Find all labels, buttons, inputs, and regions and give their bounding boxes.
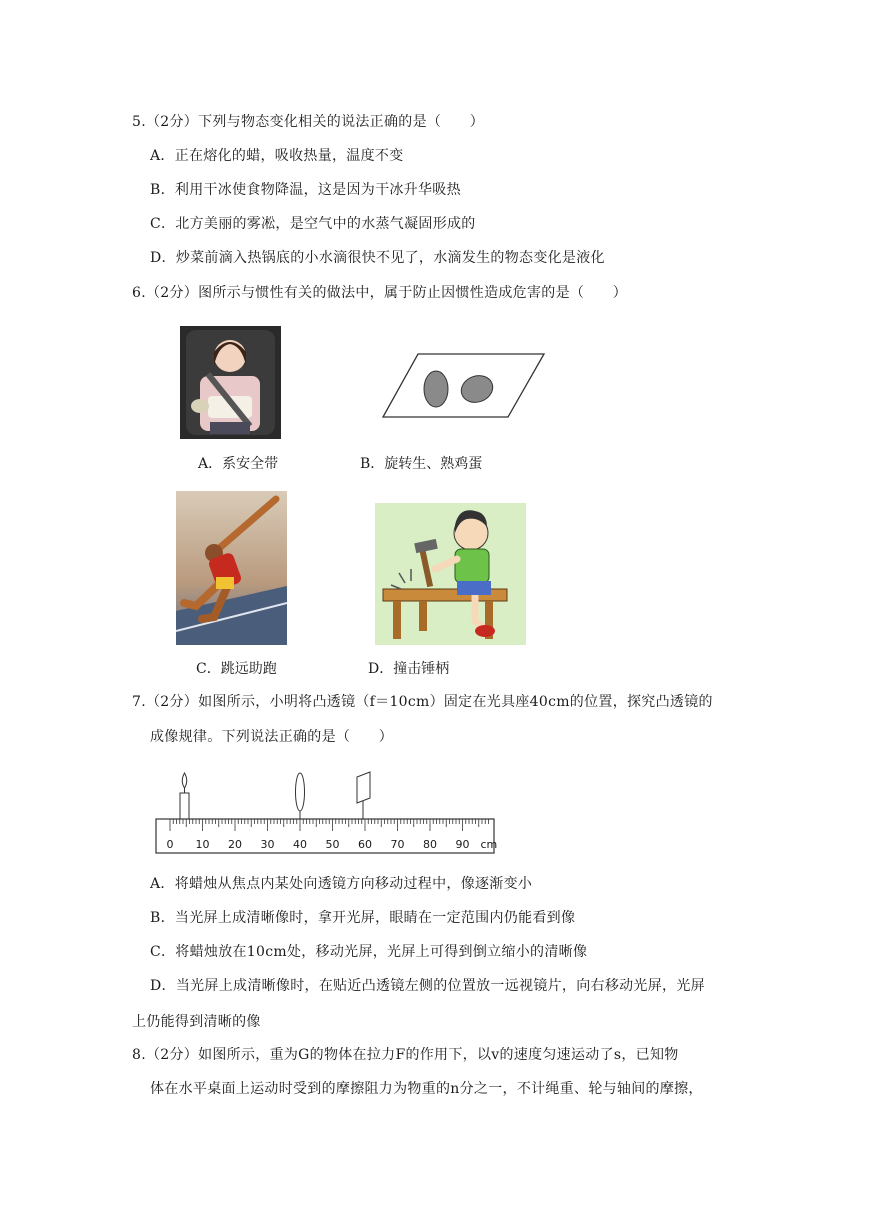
figure-caption-d: D．撞击锤柄 bbox=[368, 661, 450, 677]
question-7-option-c: C．将蜡烛放在10cm处，移动光屏，光屏上可得到倒立缩小的清晰像 bbox=[150, 944, 588, 960]
question-5-option-d: D．炒菜前滴入热锅底的小水滴很快不见了，水滴发生的物态变化是液化 bbox=[150, 250, 605, 266]
question-7-option-b: B．当光屏上成清晰像时，拿开光屏，眼睛在一定范围内仍能看到像 bbox=[150, 910, 576, 926]
question-7-option-a: A．将蜡烛从焦点内某处向透镜方向移动过程中，像逐渐变小 bbox=[150, 876, 533, 892]
question-5-option-c: C．北方美丽的雾凇，是空气中的水蒸气凝固形成的 bbox=[150, 216, 476, 232]
question-7-option-d: D．当光屏上成清晰像时，在贴近凸透镜左侧的位置放一远视镜片，向右移动光屏，光屏 bbox=[150, 978, 705, 994]
ruler-label: 30 bbox=[260, 838, 275, 851]
ruler-label: 0 bbox=[166, 838, 174, 851]
hammer-handle-cartoon bbox=[375, 503, 526, 645]
ruler-label: 50 bbox=[325, 838, 340, 851]
question-7-stem-line-1: 7.（2分）如图所示，小明将凸透镜（f＝10cm）固定在光具座40cm的位置，探究凸透镜的 bbox=[132, 694, 713, 710]
seat-belt-photo bbox=[180, 326, 281, 439]
light-screen-icon bbox=[357, 772, 370, 819]
ruler-label: 60 bbox=[358, 838, 372, 851]
question-5-option-b: B．利用干冰使食物降温，这是因为干冰升华吸热 bbox=[150, 182, 461, 198]
convex-lens-icon bbox=[296, 773, 305, 819]
ruler-label: 20 bbox=[228, 838, 242, 851]
ruler-label: 80 bbox=[423, 838, 437, 851]
ruler-label: 10 bbox=[195, 838, 210, 851]
question-5-option-a: A．正在熔化的蜡，吸收热量，温度不变 bbox=[150, 148, 404, 164]
ruler-label: cm bbox=[480, 838, 498, 851]
figure-caption-c: C．跳远助跑 bbox=[196, 661, 277, 677]
figure-caption-a: A．系安全带 bbox=[198, 456, 279, 472]
question-7-stem-line-2: 成像规律。下列说法正确的是（ ） bbox=[150, 729, 394, 745]
spinning-eggs-diagram bbox=[380, 352, 548, 420]
optical-bench-diagram bbox=[150, 768, 500, 858]
ruler-label: 90 bbox=[455, 838, 470, 851]
question-8-stem-line-1: 8.（2分）如图所示，重为G的物体在拉力F的作用下，以v的速度匀速运动了s，已知物 bbox=[132, 1047, 679, 1063]
long-jump-photo bbox=[176, 491, 287, 645]
figure-caption-b: B．旋转生、熟鸡蛋 bbox=[360, 456, 483, 472]
question-8-stem-line-2: 体在水平桌面上运动时受到的摩擦阻力为物重的n分之一，不计绳重、轮与轴间的摩擦， bbox=[150, 1081, 703, 1097]
question-5-stem: 5.（2分）下列与物态变化相关的说法正确的是（ ） bbox=[132, 114, 485, 130]
ruler-label: 40 bbox=[293, 838, 307, 851]
question-7-option-d-continued: 上仍能得到清晰的像 bbox=[132, 1014, 261, 1030]
candle-icon bbox=[180, 773, 189, 819]
ruler-label: 70 bbox=[390, 838, 405, 851]
question-6-stem: 6.（2分）图所示与惯性有关的做法中，属于防止因惯性造成危害的是（ ） bbox=[132, 285, 628, 301]
